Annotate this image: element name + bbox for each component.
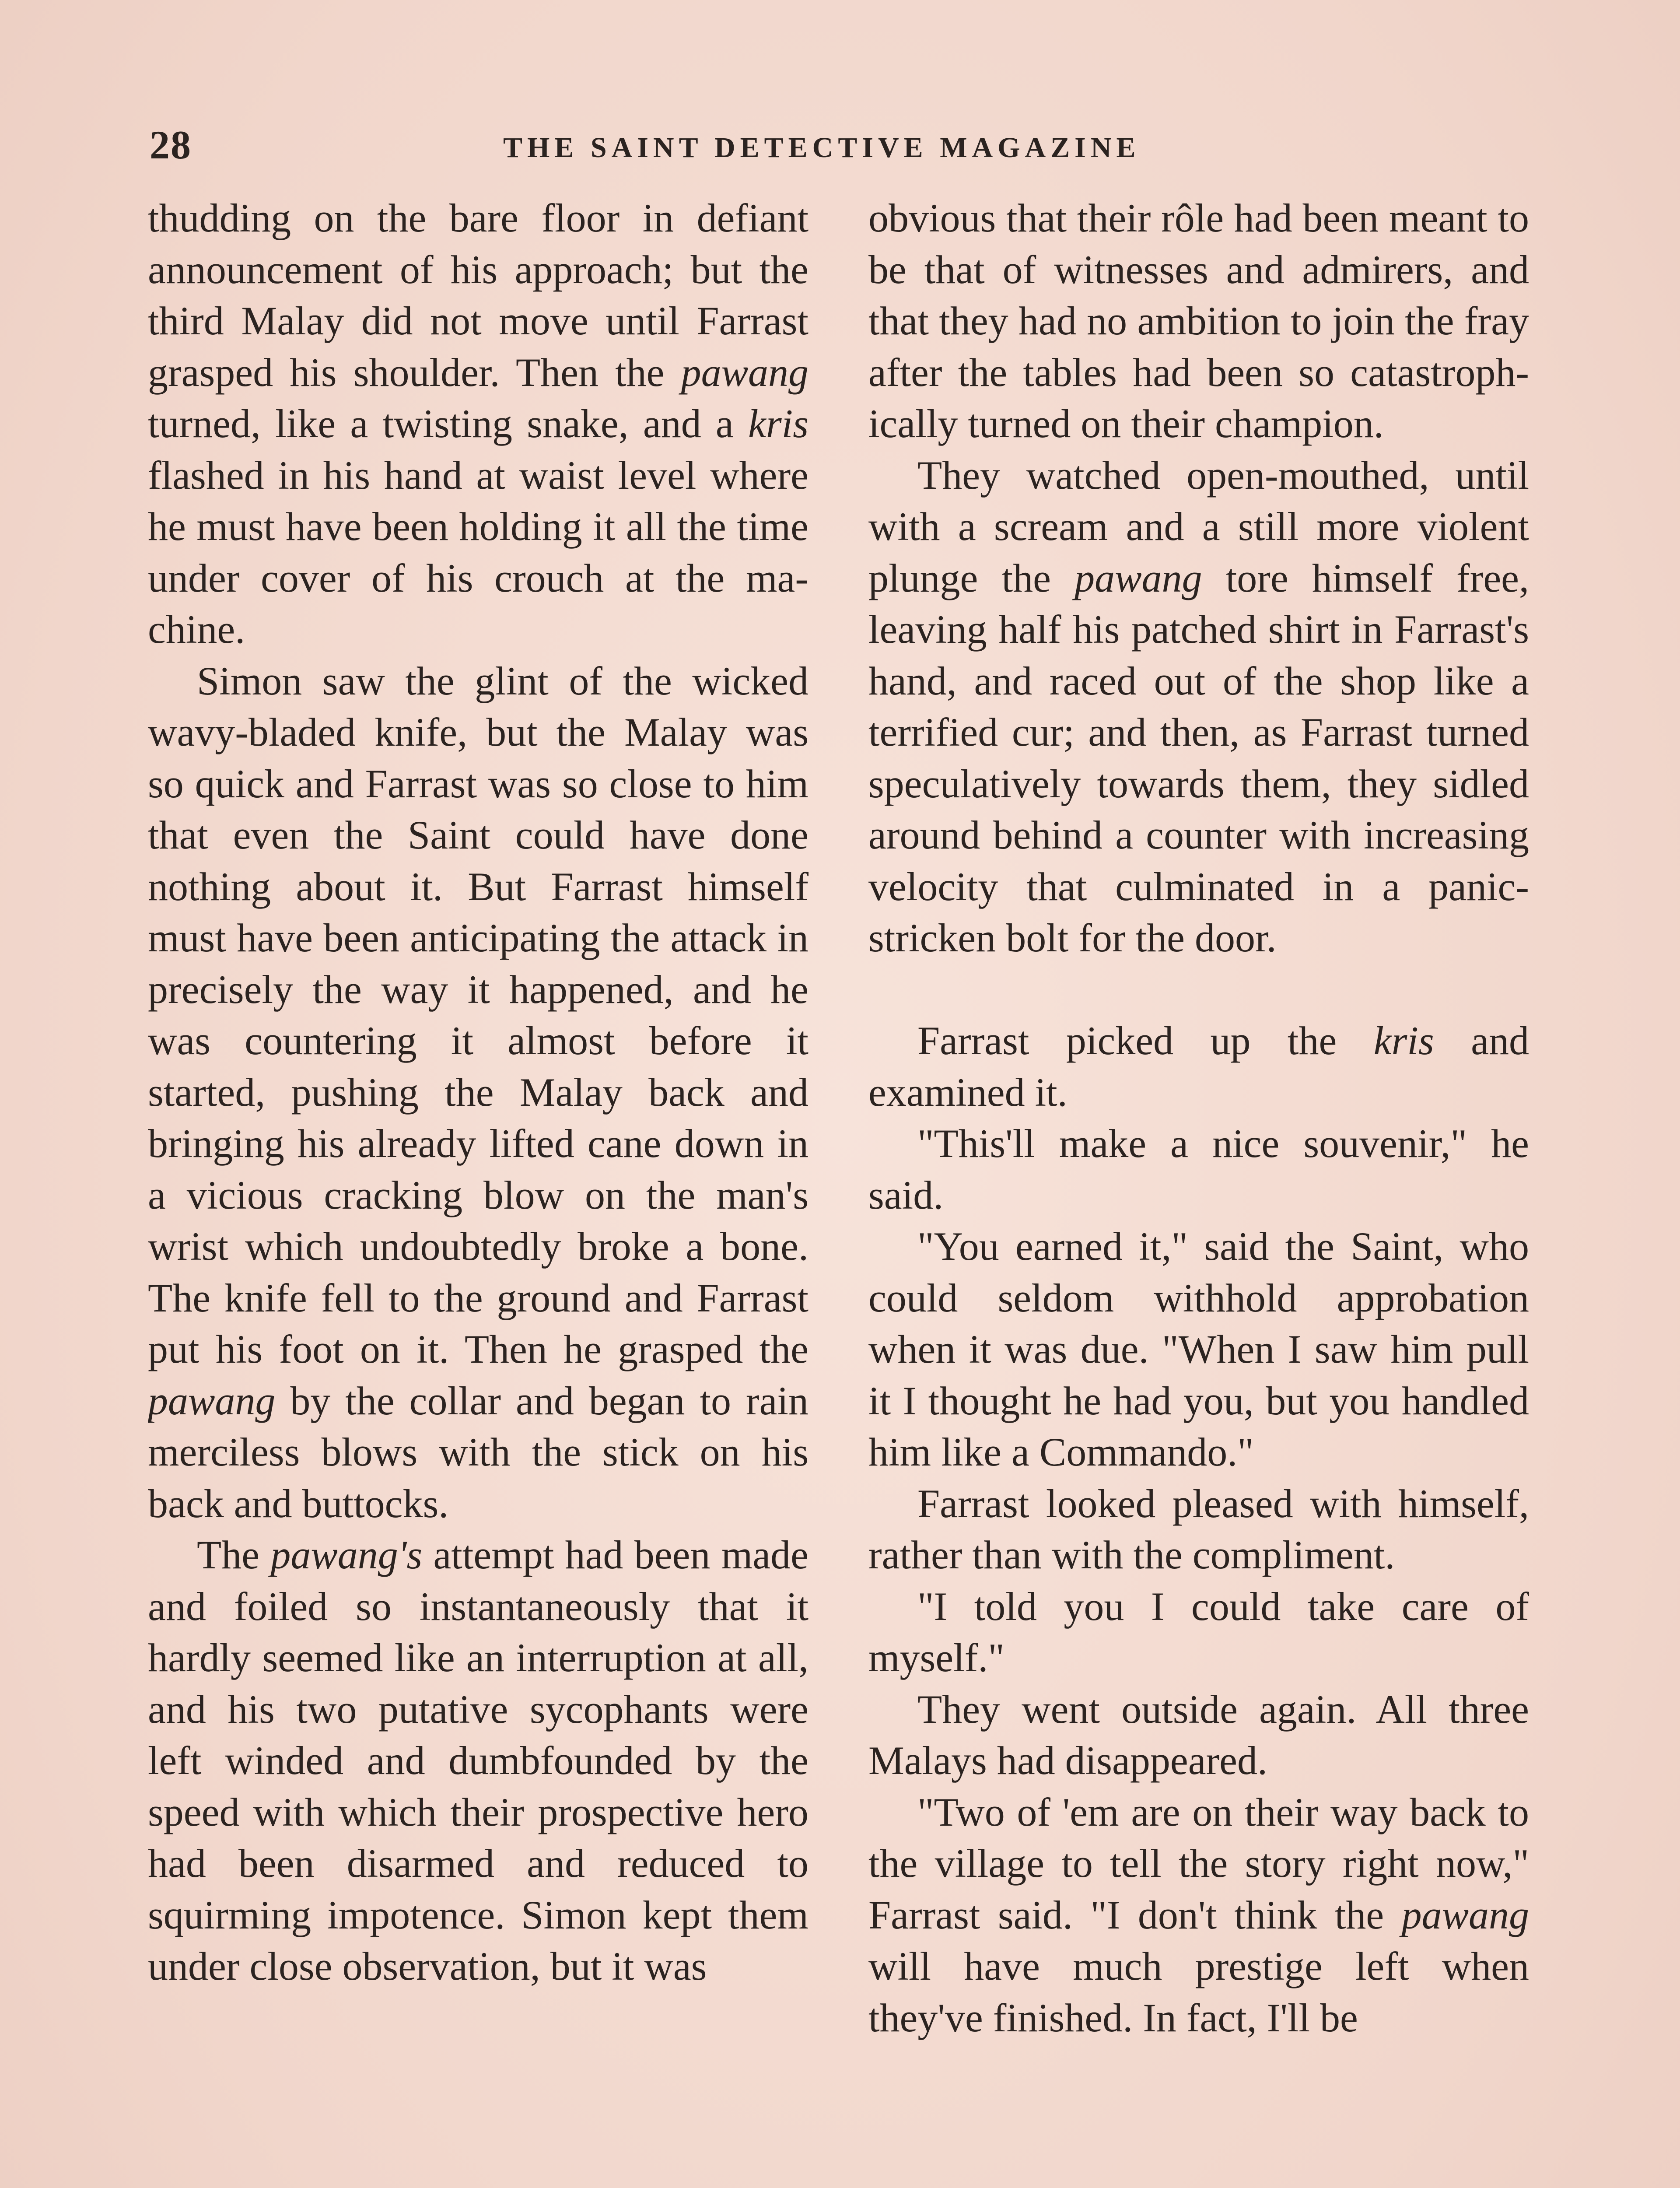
- page-number: 28: [150, 123, 192, 167]
- paragraph: The pawang's attempt had been made and foiled so instantaneously that it hardly seemed like an interruption at all, and his two putative sycophants were left winded and dumbfounded by the speed with which their prospective hero had been disarmed and reduced to squirming impotence. Simon kept them under close observation, but it was: [148, 1532, 808, 1988]
- paragraph: thudding on the bare floor in defiant announcement of his approach; but the third Malay did not move until Farrast grasped his shoulder. Then the pawang turned, like a twisting snake, and a kris flashed in his hand at waist level where he must have been holding it all the time under cover of his crouch at the machine.: [148, 196, 808, 652]
- paragraph: "I told you I could take care of myself.": [868, 1584, 1529, 1680]
- paragraph: "You earned it," said the Saint, who could seldom withhold approbation when it was due. "When I saw him pull it I thought he had you, but you handled him like a Commando.": [868, 1224, 1529, 1474]
- paragraph: They watched open-mouthed, until with a scream and a still more violent plunge the pawang tore himself free, leaving half his patched shirt in Farrast's hand, and raced out of the shop like a terrified cur; and then, as Farrast turned speculatively towards them, they sidled around behind a counter with increasing velocity that culminated in a panic-stricken bolt for the door.: [868, 452, 1529, 960]
- paragraph: "Two of 'em are on their way back to the village to tell the story right now," Farrast said. "I don't think the pawang will have much prestige left when they've finished. In fact, I'll be: [868, 1789, 1529, 2040]
- paragraph: Farrast picked up the kris and examined it.: [868, 1018, 1529, 1115]
- left-column: [148, 193, 808, 2188]
- paragraph: obvious that their rôle had been meant to be that of witnesses and admirers, and that they had no ambition to join the fray after the tables had been so catastrophically turned on their champion.: [868, 196, 1529, 446]
- paragraph: Simon saw the glint of the wicked wavy-bladed knife, but the Malay was so quick and Farrast was so close to him that even the Saint could have done nothing about it. But Farrast himself must have been anticipating the attack in precisely the way it happened, and he was countering it almost before it started, pushing the Malay back and bringing his already lifted cane down in a vicious cracking blow on the man's wrist which undoubtedly broke a bone. The knife fell to the ground and Farrast put his foot on it. Then he grasped the pawang by the collar and began to rain merciless blows with the stick on his back and buttocks.: [148, 658, 808, 1526]
- paragraph: They went outside again. All three Malays had disappeared.: [868, 1687, 1529, 1783]
- paragraph: Farrast looked pleased with himself, rather than with the compliment.: [868, 1481, 1529, 1577]
- right-column: [868, 193, 1529, 2188]
- running-head: THE SAINT DETECTIVE MAGAZINE: [503, 132, 1141, 164]
- page-header: [0, 0, 1680, 184]
- paragraph: "This'll make a nice souvenir," he said.: [868, 1121, 1529, 1217]
